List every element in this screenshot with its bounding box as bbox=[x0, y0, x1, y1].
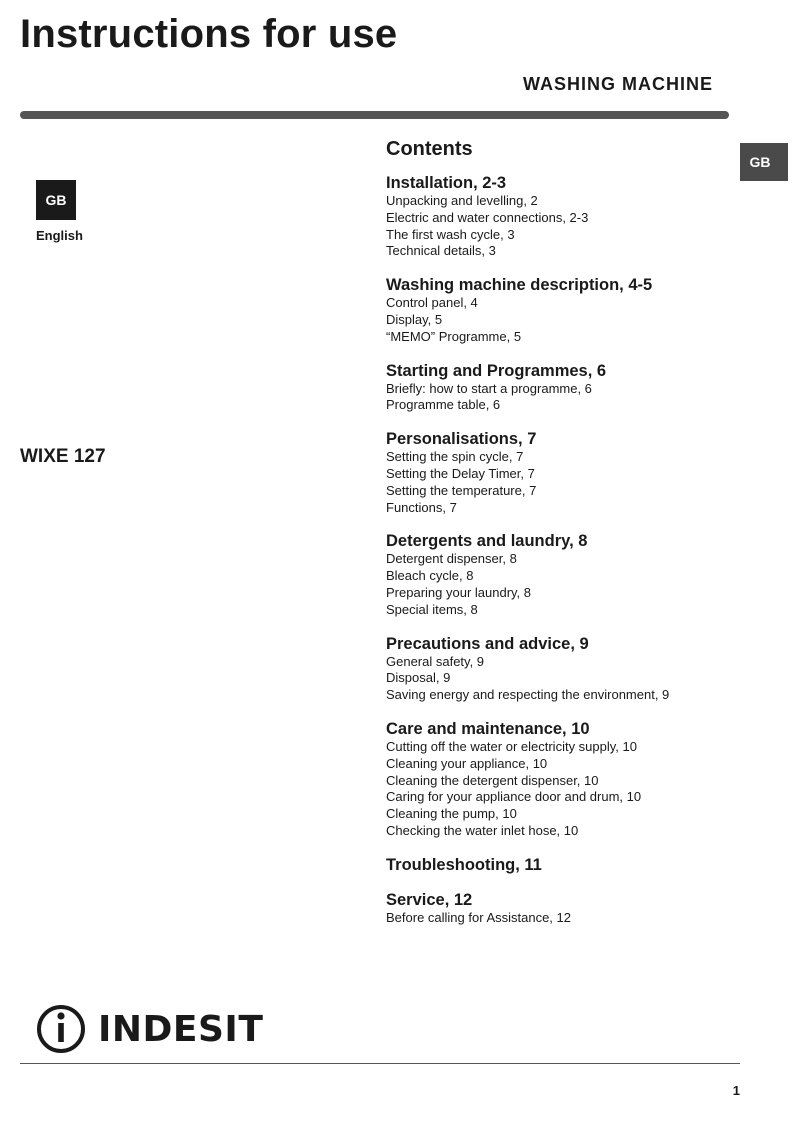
section-item: Checking the water inlet hose, 10 bbox=[386, 822, 579, 838]
table-of-contents bbox=[386, 138, 756, 942]
section-title: Washing machine description, 4-5 bbox=[386, 276, 653, 295]
header-divider bbox=[20, 111, 729, 119]
contents-section bbox=[386, 890, 756, 927]
section-item: Setting the Delay Timer, 7 bbox=[386, 465, 535, 481]
product-type: WASHING MACHINE bbox=[523, 74, 713, 94]
section-item: Functions, 7 bbox=[386, 499, 457, 515]
page-number: 1 bbox=[732, 1083, 740, 1098]
section-item: Programme table, 6 bbox=[386, 397, 501, 413]
section-item: Setting the spin cycle, 7 bbox=[386, 449, 524, 465]
section-item: Cleaning the pump, 10 bbox=[386, 806, 517, 822]
section-item: Detergent dispenser, 8 bbox=[386, 551, 517, 567]
footer-divider bbox=[20, 1063, 740, 1064]
section-item: The first wash cycle, 3 bbox=[386, 226, 515, 242]
section-title: Installation, 2-3 bbox=[386, 174, 507, 192]
section-item: Disposal, 9 bbox=[386, 670, 451, 686]
section-item: Cleaning the detergent dispenser, 10 bbox=[386, 772, 599, 788]
contents-section bbox=[386, 634, 756, 704]
section-title: Precautions and advice, 9 bbox=[386, 634, 589, 653]
contents-section bbox=[386, 719, 756, 840]
contents-section bbox=[386, 855, 756, 875]
section-item: Saving energy and respecting the environment, 9 bbox=[386, 687, 670, 703]
language-label: English bbox=[36, 228, 83, 243]
section-title: Troubleshooting, 11 bbox=[386, 855, 542, 874]
section-item: “MEMO” Programme, 5 bbox=[386, 328, 522, 344]
indesit-logo-icon bbox=[34, 1003, 88, 1055]
section-item: Electric and water connections, 2-3 bbox=[386, 209, 589, 225]
language-badge: GB bbox=[36, 180, 76, 220]
section-item: Setting the temperature, 7 bbox=[386, 482, 537, 498]
section-item: Display, 5 bbox=[386, 311, 443, 327]
section-item: Control panel, 4 bbox=[386, 295, 478, 311]
section-item: Cutting off the water or electricity supply, 10 bbox=[386, 738, 637, 754]
contents-heading: Contents bbox=[386, 138, 473, 160]
section-item: General safety, 9 bbox=[386, 653, 485, 669]
section-item: Preparing your laundry, 8 bbox=[386, 584, 532, 600]
contents-section bbox=[386, 429, 756, 516]
section-title: Detergents and laundry, 8 bbox=[386, 532, 588, 551]
brand-logo bbox=[34, 1003, 263, 1055]
section-item: Briefly: how to start a programme, 6 bbox=[386, 380, 592, 396]
contents-section bbox=[386, 361, 756, 415]
language-tab: GB bbox=[740, 143, 788, 181]
section-item: Unpacking and levelling, 2 bbox=[386, 193, 538, 208]
section-title: Starting and Programmes, 6 bbox=[386, 361, 607, 380]
contents-sections bbox=[386, 173, 756, 927]
section-item: Special items, 8 bbox=[386, 601, 478, 617]
contents-section bbox=[386, 531, 756, 618]
section-item: Before calling for Assistance, 12 bbox=[386, 909, 571, 925]
contents-section bbox=[386, 275, 756, 345]
section-title: Service, 12 bbox=[386, 890, 473, 909]
section-title: Personalisations, 7 bbox=[386, 430, 537, 449]
model-number: WIXE 127 bbox=[20, 446, 106, 467]
section-item: Cleaning your appliance, 10 bbox=[386, 755, 548, 771]
contents-section bbox=[386, 173, 756, 260]
section-item: Bleach cycle, 8 bbox=[386, 568, 474, 584]
section-title: Care and maintenance, 10 bbox=[386, 719, 590, 738]
section-item: Technical details, 3 bbox=[386, 243, 496, 259]
brand-name: INDESIT bbox=[98, 1008, 264, 1050]
section-item: Caring for your appliance door and drum, 10 bbox=[386, 789, 642, 805]
page-title: Instructions for use bbox=[20, 12, 398, 56]
